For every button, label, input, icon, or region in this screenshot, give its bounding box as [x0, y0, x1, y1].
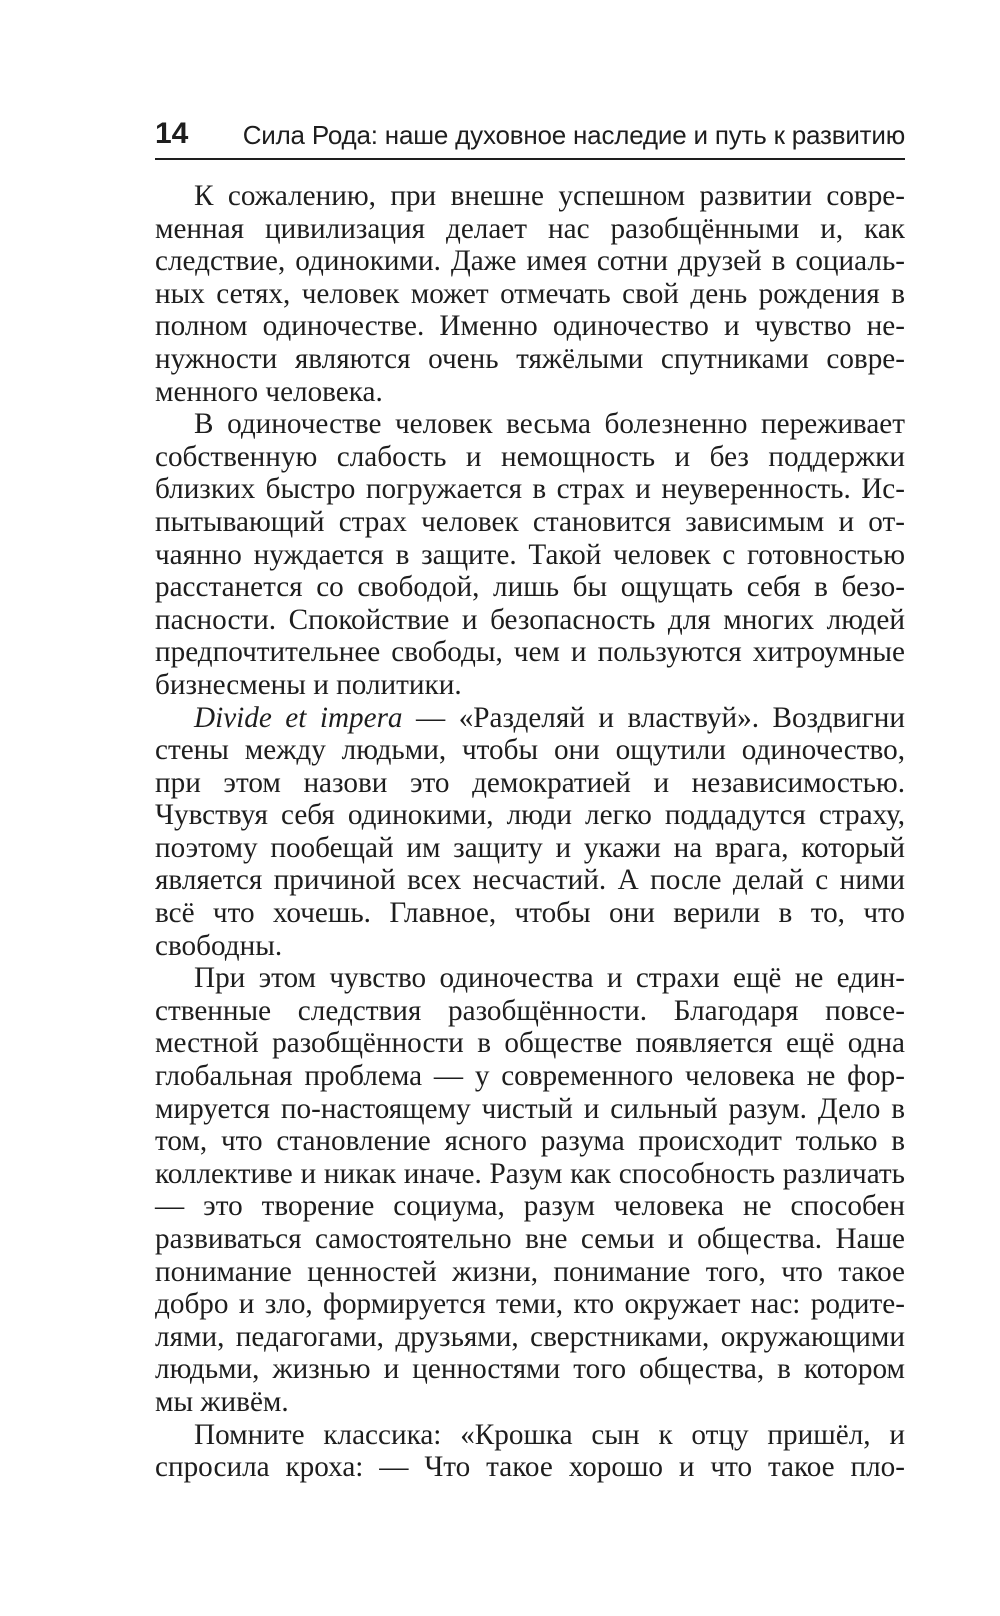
running-header — [155, 112, 905, 160]
paragraph-text: — «Разделяй и властвуй». Воздвигни стены между людьми, чтобы они ощутили одиночество, при этом назови это демократией и независимостью. Чувствуя себя одинокими, люди легко поддадутся страху, поэтому пообещай им защиту и укажи на врага, который является причиной всех несчастий. А после делай с ними всё что хочешь. Главное, чтобы они верили в то, что свободны. — [155, 701, 905, 962]
paragraph: К сожалению, при внешне успешном развитии современная цивилизация делает нас разобщёнными и, как следствие, одинокими. Даже имея сотни друзей в социальных сетях, человек может отмечать свой день рождения в полном одиночестве. Именно одиночество и чувство ненужности являются очень тяжёлыми спутниками современного человека. — [155, 180, 905, 408]
paragraph: При этом чувство одиночества и страхи ещё не единственные следствия разобщённости. Благодаря повсеместной разобщённости в обществе появляется ещё одна глобальная проблема — у современного человека не формируется по-настоящему чистый и сильный разум. Дело в том, что становление ясного разума происходит только в коллективе и никак иначе. Разум как способность различать — это творение социума, разум человека не способен развиваться самостоятельно вне семьи и общества. Наше понимание ценностей жизни, понимание того, что такое добро и зло, формируется теми, кто окружает нас: родителями, педагогами, друзьями, сверстниками, окружающими людьми, жизнью и ценностями того общества, в котором мы живём. — [155, 962, 905, 1418]
page-number: 14 — [155, 117, 189, 150]
latin-phrase: Divide et impera — [194, 701, 403, 734]
body-text — [155, 180, 905, 1484]
running-title: Сила Рода: наше духовное наследие и путь к развитию — [242, 120, 905, 150]
paragraph: В одиночестве человек весьма болезненно переживает собственную слабость и немощность и без поддержки близких быстро погружается в страх и неуверенность. Испытывающий страх человек становится зависимым и отчаянно нуждается в защите. Такой человек с готовностью расстанется со свободой, лишь бы ощущать себя в безопасности. Спокойствие и безопасность для многих людей предпочтительнее свободы, чем и пользуются хитроумные бизнесмены и политики. — [155, 408, 905, 701]
paragraph: Помните классика: «Крошка сын к отцу пришёл, и спросила кроха: — Что такое хорошо и что такое пло- — [155, 1418, 905, 1484]
paragraph — [155, 702, 905, 963]
